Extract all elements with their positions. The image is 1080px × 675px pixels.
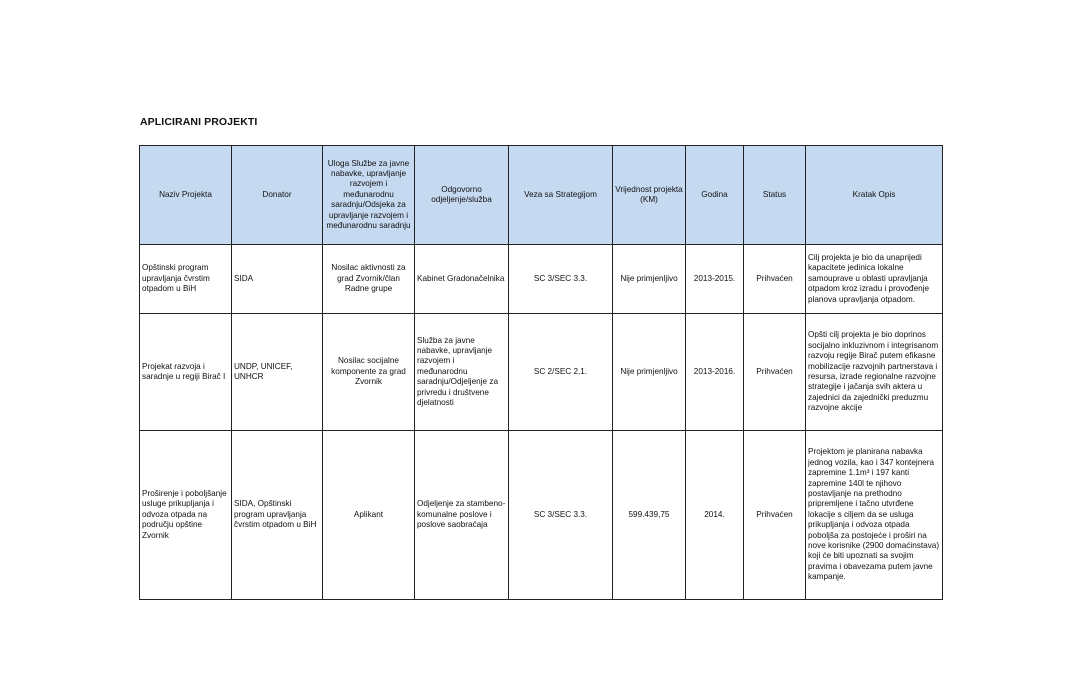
cell-status: Prihvaćen (744, 245, 806, 314)
header-status: Status (744, 146, 806, 245)
header-vrijednost-projekta: Vrijednost projekta (KM) (613, 146, 686, 245)
cell-status: Prihvaćen (744, 431, 806, 600)
header-veza-sa-strategijom: Veza sa Strategijom (509, 146, 613, 245)
cell-donator: UNDP, UNICEF, UNHCR (232, 314, 323, 431)
cell-veza-sa-strategijom: SC 3/SEC 3.3. (509, 431, 613, 600)
cell-veza-sa-strategijom: SC 2/SEC 2.1. (509, 314, 613, 431)
cell-godina: 2013-2015. (686, 245, 744, 314)
cell-odgovorno-odjeljenje: Služba za javne nabavke, upravljanje razvojem i međunarodnu saradnju/Odjeljenje za privredu i društvene djelatnosti (415, 314, 509, 431)
projects-table (139, 145, 943, 600)
cell-donator: SIDA, Opštinski program upravljanja čvrstim otpadom u BiH (232, 431, 323, 600)
header-naziv-projekta: Naziv Projekta (140, 146, 232, 245)
table-row (140, 431, 943, 600)
cell-donator: SIDA (232, 245, 323, 314)
page-title: APLICIRANI PROJEKTI (140, 116, 258, 128)
cell-odgovorno-odjeljenje: Odjeljenje za stambeno-komunalne poslove i poslove saobraćaja (415, 431, 509, 600)
header-uloga-sluzbe: Uloga Službe za javne nabavke, upravljanje razvojem i međunarodnu saradnju/Odsjeka za upravljanje razvojem i međunarodnu saradnju (323, 146, 415, 245)
table-header-row (140, 146, 943, 245)
cell-kratak-opis: Projektom je planirana nabavka jednog vozila, kao i 347 kontejnera zapremine 1.1m³ i 197 kanti zapremine 140l te njihovo postavljanje na prethodno pripremljene i tačno utvrđene lokacije s ciljem da se usluga prikupljanja i odvoza otpada poboljša za postojeće i proširi na nove korisnike (2900 domaćinstava) koji će biti upoznati sa svojim pravima i obavezama putem javne kampanje. (806, 431, 943, 600)
header-donator: Donator (232, 146, 323, 245)
cell-vrijednost: Nije primjenljivo (613, 245, 686, 314)
cell-godina: 2013-2016. (686, 314, 744, 431)
cell-uloga: Nosilac aktivnosti za grad Zvornik/član Radne grupe (323, 245, 415, 314)
cell-naziv-projekta: Proširenje i poboljšanje usluge prikupljanja i odvoza otpada na području opštine Zvornik (140, 431, 232, 600)
cell-vrijednost: 599.439,75 (613, 431, 686, 600)
cell-vrijednost: Nije primjenljivo (613, 314, 686, 431)
header-odgovorno-odjeljenje: Odgovorno odjeljenje/služba (415, 146, 509, 245)
cell-uloga: Nosilac socijalne komponente za grad Zvornik (323, 314, 415, 431)
cell-uloga: Aplikant (323, 431, 415, 600)
cell-godina: 2014. (686, 431, 744, 600)
cell-status: Prihvaćen (744, 314, 806, 431)
cell-veza-sa-strategijom: SC 3/SEC 3.3. (509, 245, 613, 314)
cell-naziv-projekta: Projekat razvoja i saradnje u regiji Birač I (140, 314, 232, 431)
table-row (140, 314, 943, 431)
header-kratak-opis: Kratak Opis (806, 146, 943, 245)
cell-kratak-opis: Opšti cilj projekta je bio doprinos socijalno inkluzivnom i integrisanom razvoju regije Birač putem efikasne mobilizacije razvojnih partnerstava i resursa, izrade regionalne razvojne strategije i jačanja svih aktera u zajednici da zajednički preduzmu razvojne akcije (806, 314, 943, 431)
cell-odgovorno-odjeljenje: Kabinet Gradonačelnika (415, 245, 509, 314)
cell-naziv-projekta: Opštinski program upravljanja čvrstim otpadom u BiH (140, 245, 232, 314)
table-row (140, 245, 943, 314)
header-godina: Godina (686, 146, 744, 245)
cell-kratak-opis: Cilj projekta je bio da unaprijedi kapacitete jedinica lokalne samouprave u oblasti upravljanja otpadom kroz izradu i provođenje planova upravljanja otpadom. (806, 245, 943, 314)
